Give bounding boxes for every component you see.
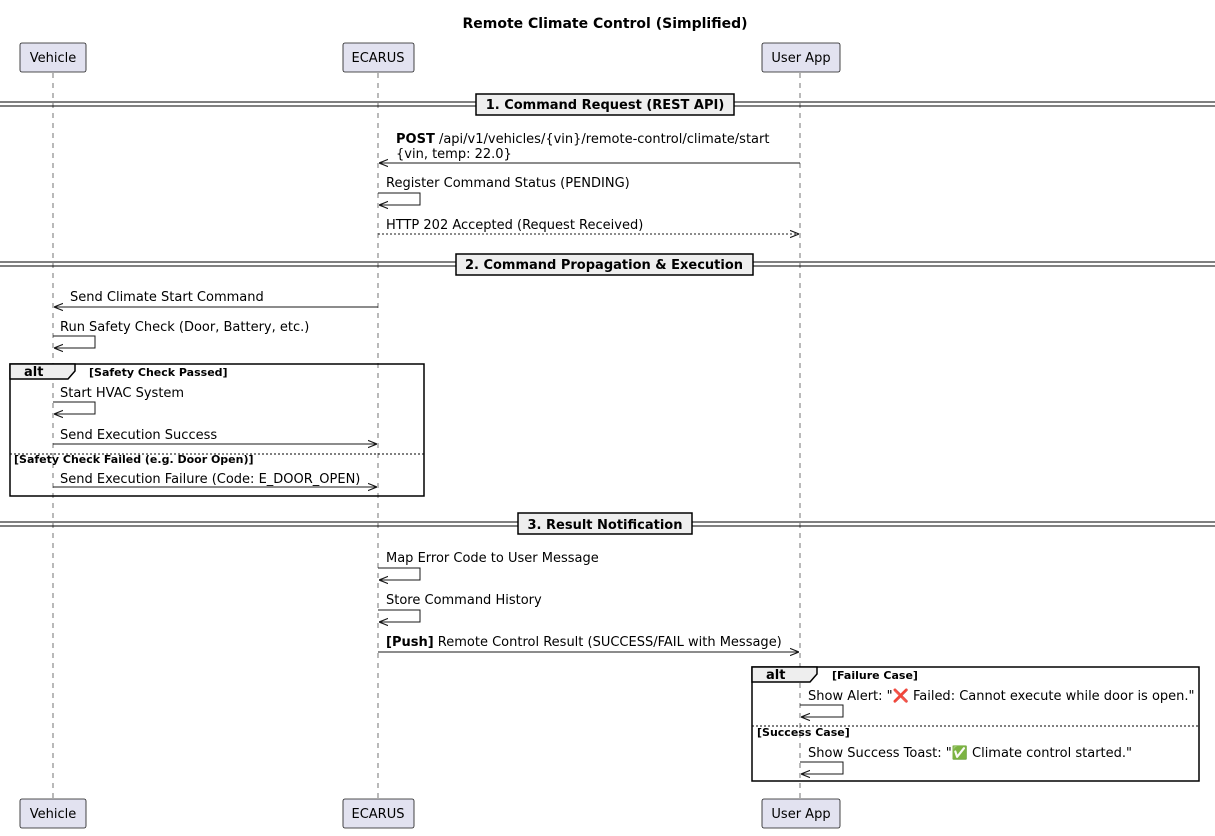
message-label: Start HVAC System — [60, 386, 185, 401]
message-method: POST — [396, 132, 435, 147]
message-label: Store Command History — [386, 593, 542, 608]
participant-label: ECARUS — [351, 807, 405, 822]
message-post-climate-start — [379, 132, 800, 163]
participant-label: User App — [771, 807, 831, 822]
alt-guard-failed: [Safety Check Failed (e.g. Door Open)] — [14, 453, 254, 466]
message-payload: {vin, temp: 22.0} — [396, 147, 512, 162]
svg-text:POST /api/v1/vehicles/{vin}/re — [396, 132, 769, 147]
message-label: Run Safety Check (Door, Battery, etc.) — [60, 320, 310, 335]
divider-label: 1. Command Request (REST API) — [485, 98, 725, 113]
participant-user-app-top — [762, 43, 840, 72]
message-label: Send Execution Failure (Code: E_DOOR_OPEN) — [60, 472, 361, 487]
message-start-hvac — [53, 386, 184, 414]
message-label: Register Command Status (PENDING) — [386, 176, 630, 191]
message-show-alert — [800, 688, 1195, 717]
participant-vehicle-top — [20, 43, 86, 72]
message-path: /api/v1/vehicles/{vin}/remote-control/climate/start — [434, 132, 770, 147]
alt-keyword: alt — [766, 668, 786, 683]
message-label: Send Climate Start Command — [70, 290, 264, 305]
message-label: Send Execution Success — [60, 428, 218, 443]
participant-vehicle-bottom — [20, 799, 86, 828]
message-http-202 — [378, 218, 799, 234]
alt-guard-failure: [Failure Case] — [832, 669, 918, 682]
alt-guard-success: [Success Case] — [757, 726, 850, 739]
participant-ecarus-top — [343, 43, 414, 72]
message-push-result — [378, 635, 799, 652]
message-label: Show Success Toast: "✅ Climate control started." — [808, 746, 1132, 761]
message-send-climate-start — [54, 290, 378, 307]
svg-text:[Push] Remote Control Result ( — [386, 635, 782, 650]
message-store-history — [378, 593, 542, 622]
message-map-error-code — [378, 551, 599, 580]
message-register-status — [378, 176, 630, 205]
divider-command-request — [0, 94, 1215, 115]
message-label: HTTP 202 Accepted (Request Received) — [386, 218, 644, 233]
message-label: Map Error Code to User Message — [386, 551, 599, 566]
alt-keyword: alt — [24, 365, 44, 380]
diagram-title: Remote Climate Control (Simplified) — [462, 16, 748, 32]
divider-label: 2. Command Propagation & Execution — [464, 258, 744, 273]
divider-label: 3. Result Notification — [527, 518, 683, 533]
participant-label: Vehicle — [29, 807, 77, 822]
divider-result-notification — [0, 513, 1215, 534]
alt-guard-passed: [Safety Check Passed] — [89, 366, 228, 379]
participant-label: Vehicle — [29, 51, 77, 66]
message-show-success-toast — [800, 745, 1132, 774]
participant-ecarus-bottom — [343, 799, 414, 828]
message-label: Show Alert: "❌ Failed: Cannot execute while door is open." — [808, 689, 1195, 704]
message-push-text: Remote Control Result (SUCCESS/FAIL with Message) — [433, 635, 782, 650]
participant-user-app-bottom — [762, 799, 840, 828]
message-execution-failure — [53, 472, 377, 487]
participant-label: User App — [771, 51, 831, 66]
message-push-tag: [Push] — [386, 635, 434, 650]
message-run-safety-check — [53, 320, 309, 348]
participant-label: ECARUS — [351, 51, 405, 66]
divider-command-propagation — [0, 254, 1215, 275]
message-execution-success — [53, 428, 377, 444]
alt-frame-result-case — [752, 667, 1199, 781]
